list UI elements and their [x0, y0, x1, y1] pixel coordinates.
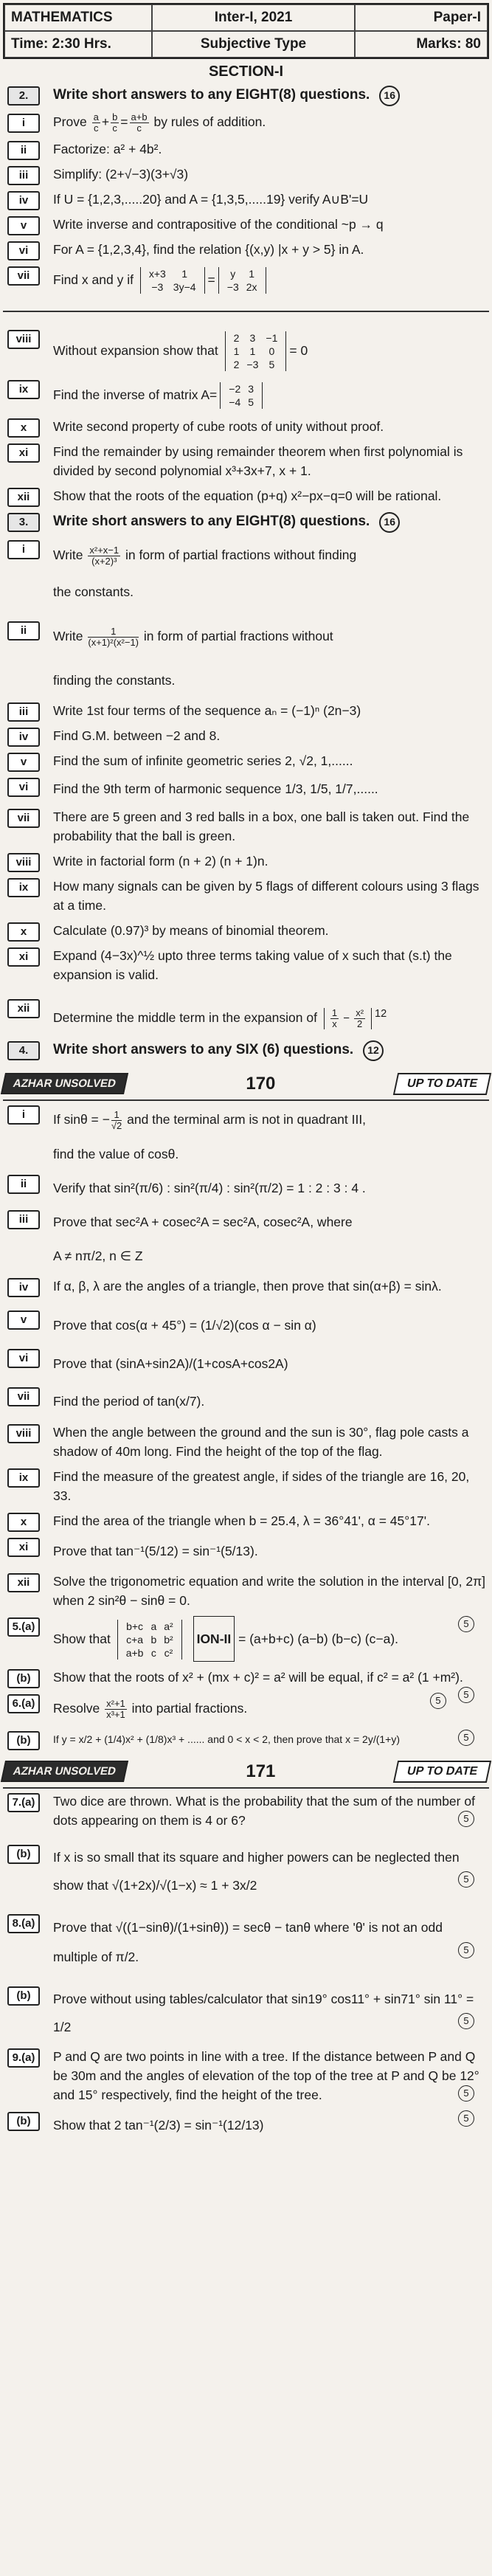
- q2-number: 2.: [7, 86, 40, 106]
- marks-cell: Marks: 80: [355, 31, 488, 58]
- exam-header: [3, 3, 489, 59]
- q3-item: xii Determine the middle term in the expansion of $\frac{1}{x}$ − $\frac{\text{x²}}{2}$ $^{12}$: [0, 995, 492, 1037]
- q3-item: xi Expand (4−3x)^½ upto three terms taking value of x such that (s.t) the expansion is valid.: [0, 943, 492, 987]
- q4-item: ii Verify that sin²(π/6) : sin²(π/4) : sin²(π/2) = 1 : 2 : 3 : 4 .: [0, 1170, 492, 1206]
- q5b: (b) Show that the roots of x² + (mx + c)² = a² will be equal, if c² = a² (1 +m²). 5: [0, 1665, 492, 1690]
- type-cell: Subjective Type: [152, 31, 355, 58]
- q2-item: iv If U = {1,2,3,.....20} and A = {1,3,5,.....19} verify A∪B'=U: [0, 187, 492, 212]
- q4-item: xii Solve the trigonometric equation and write the solution in the interval [0, 2π] when 2 sin²θ − sinθ = 0.: [0, 1569, 492, 1613]
- q2-item: xi Find the remainder by using remainder theorem when first polynomial is divided by second polynomial x³+3x+7, x + 1.: [0, 439, 492, 483]
- q3-heading: 3. Write short answers to any EIGHT(8) questions. 16: [0, 508, 492, 536]
- q6b: (b) If y = x/2 + (1/4)x² + (1/8)x³ + ...... and 0 < x < 2, then prove that x = 2y/(1+y) 5: [0, 1727, 492, 1752]
- page-strip: [3, 1071, 489, 1097]
- matrix: y 1 −3 2x: [218, 267, 266, 294]
- publisher-tag: AZHAR UNSOLVED: [1, 1073, 128, 1094]
- page-number: 170: [246, 1073, 276, 1094]
- q9a: 9.(a) P and Q are two points in line with a tree. If the distance between P and Q be 30m and the angles of elevation of the top of the tree at P and Q be 12° and 15° respectively, find the height of the tree. 5: [0, 2044, 492, 2107]
- q3-item: vii There are 5 green and 3 red balls in a box, one ball is taken out. Find the probability that the ball is green.: [0, 804, 492, 849]
- q3-item: x Calculate (0.97)³ by means of binomial theorem.: [0, 918, 492, 943]
- q2-item: viii Without expansion show that 2 3 −1 1 1 0 2 −3 5 = 0: [0, 325, 492, 376]
- marks-circle: 5: [458, 1616, 474, 1632]
- q4-item: v Prove that cos(α + 45°) = (1/√2)(cos α − sin α): [0, 1306, 492, 1344]
- q3-item: iii Write 1st four terms of the sequence aₙ = (−1)ⁿ (2n−3): [0, 698, 492, 723]
- q2-item: i Prove $\frac{a}{c}$ + $\frac{b}{c}$ = $\frac{a+b}{c}$ by rules of addition.: [0, 109, 492, 137]
- q3-item: vi Find the 9th term of harmonic sequence 1/3, 1/5, 1/7,......: [0, 773, 492, 804]
- item-number: i: [7, 114, 40, 133]
- q2-item: ii Factorize: a² + 4b².: [0, 137, 492, 162]
- q2-item: ix Find the inverse of matrix A= −2 3 −4 5: [0, 376, 492, 414]
- matrix: −2 3 −4 5: [220, 382, 263, 409]
- q3-item: viii Write in factorial form (n + 2) (n + 1)n.: [0, 849, 492, 874]
- q8a: 8.(a) Prove that √((1−sinθ)/(1+sinθ)) = secθ − tanθ where 'θ' is not an odd multiple of π/2. 5: [0, 1910, 492, 1975]
- section-1-title: SECTION-I: [208, 63, 284, 80]
- q4-item: vii Find the period of tan(x/7).: [0, 1383, 492, 1420]
- q4-heading: 4. Write short answers to any SIX (6) questions. 12: [0, 1037, 492, 1064]
- q8b: (b) Prove without using tables/calculator that sin19° cos11° + sin71° sin 11° = 1/2 5: [0, 1982, 492, 2044]
- time-cell: Time: 2:30 Hrs.: [4, 31, 152, 58]
- q2-marks: 16: [379, 86, 400, 106]
- exam-page: MATHEMATICS Inter-I, 2021 Paper-I Time: 2:30 Hrs. Subjective Type Marks: 80 SECTION-I 2. Write short answers to any EIGHT(8) questions. 16 i Prove $\frac{a}{c}$ + $\frac{b}{c}$ = $\frac{a+b}{c}$ by rules of addition. ii Factorize: a² + 4b². iii Simplify: (2+√−3)(3+√3) iv If U = {1,2,3,.....20} and A = {1,3,5,.....19} verify A∪B'=U v Write inverse and contrapositive of the conditional ~p → q vi For A = {1,2,3,4}, find the relation {(x,y) |x + y > 5} in A. vii Find x and y if x+3 1 −3 3y−4 = y 1 −3 2x viii Without expansion show that 2 3 −1 1 1 0 2 −3 5 = 0 ix Find the inverse of matrix A= −2 3 −4 5 x Write second property of cube roots of unity without proof. xi Find the remainder by using remainder theorem when first polynomial is divided by second polynomial x³+3x+7, x + 1. xii Show that the roots of the equation (p+q) x²−px−q=0 will be rational. 3. Write short answers to any EIGHT(8) questions. 16 i Write $\frac{\text{x²+x−1}}{\text{(x+2)³}}$ in form of partial fractions without finding the constants. ii Write $\frac{1}{\text{(x+1)²(x²−1)}}$ in form of partial fractions without finding the constants. iii Write 1st four terms of the sequence aₙ = (−1)ⁿ (2n−3) iv Find G.M. between −2 and 8. v Find the sum of infinite geometric series 2, √2, 1,...... vi Find the 9th term of harmonic sequence 1/3, 1/5, 1/7,...... vii There are 5 green and 3 red balls in a box, one ball is taken out. Find the probability that the ball is green. viii Write in factorial form (n + 2) (n + 1)n. ix How many signals can be given by 5 flags of different colours using 3 flags at a time. x Calculate (0.97)³ by means of binomial theorem. xi Expand (4−3x)^½ upto three terms taking value of x such that (s.t) the expansion is valid. xii Determine the middle term in the expansion of $\frac{1}{x}$ − $\frac{\text{x²}}{2}$ $^{12}$ 4. Write short answers to any SIX (6) questions. 12 AZHAR UNSOLVED 170 UP TO DATE i If sinθ = − $\frac{1}{√2}$ and the terminal arm is not in quadrant III, find the value of cosθ. ii Verify that sin²(π/6) : sin²(π/4) : sin²(π/2) = 1 : 2 : 3 : 4 . iii Prove that sec²A + cosec²A = sec²A, cosec²A, where A ≠ nπ/2, n ∈ Z iv If α, β, λ are the angles of a triangle, then prove that sin(α+β) = sinλ. v Prove that cos(α + 45°) = (1/√2)(cos α − sin α) vi Prove that (sinA+sin2A)/(1+cosA+cos2A) vii Find the period of tan(x/7). viii When the angle between the ground and the sun is 30°, flag pole casts a shadow of 40m long. Find the height of the top of the flag. ix Find the measure of the greatest angle, if sides of the triangle are 16, 20, 33. x Find the area of the triangle when b = 25.4, λ = 36°41', α = 45°17'. xi Prove that tan⁻¹(5/12) = sin⁻¹(5/13). xii Solve the trigonometric equation and write the solution in the interval [0, 2π] when 2 sin²θ − sinθ = 0. 5.(a) Show that b+c a a² c+a b b² a+b c c² ION-II = (a+b+c) (a−b) (b−c) (c−a). 5 (b) Show that the roots of x² + (mx + c)² = a² will be equal, if c² = a² (1 +m²). 5 6.(a) Resolve $\frac{\text{x²+1}}{\text{x³+1}}$ into partial fractions. 5 (b) If y = x/2 + (1/4)x² + (1/8)x³ + ...... and 0 < x < 2, then prove that x = 2y/(1+y) 5 AZHAR UNSOLVED 171 UP TO DATE 7.(a) Two dice are thrown. What is the probability that the sum of the number of dots appearing on them is 4 or 6? 5 (b) If x is so small that its square and higher powers can be neglected then show that √(1+2x)/√(1−x) ≈ 1 + 3x/2 5 8.(a) Prove that √((1−sinθ)/(1+sinθ)) = secθ − tanθ where 'θ' is not an odd multiple of π/2. 5 (b) Prove without using tables/calculator that sin19° cos11° + sin71° sin 11° = 1/2 5 9.(a) P and Q are two points in line with a tree. If the distance between P and Q be 30m and the angles of elevation of the top of the tree at P and Q be 12° and 15° respectively, find the height of the tree. 5 (b) Show that 2 tan⁻¹(2/3) = sin⁻¹(12/13) 5: [0, 0, 492, 2576]
- section-2-label: ION-II: [193, 1616, 235, 1662]
- determinant: 2 3 −1 1 1 0 2 −3 5: [225, 331, 287, 371]
- q3-item: ii Write $\frac{1}{\text{(x+1)²(x²−1)}}$ in form of partial fractions without: [0, 617, 492, 655]
- q3-item: iv Find G.M. between −2 and 8.: [0, 723, 492, 748]
- q2-instruction: Write short answers to any EIGHT(8) questions.: [53, 87, 370, 103]
- q2-item: x Write second property of cube roots of unity without proof.: [0, 414, 492, 439]
- q4-item: viii When the angle between the ground and the sun is 30°, flag pole casts a shadow of 40m long. Find the height of the top of the flag.: [0, 1420, 492, 1464]
- q4-item: x Find the area of the triangle when b = 25.4, λ = 36°41', α = 45°17'.: [0, 1508, 492, 1533]
- q4-item: iv If α, β, λ are the angles of a triangle, then prove that sin(α+β) = sinλ.: [0, 1274, 492, 1299]
- q2-item: vi For A = {1,2,3,4}, find the relation {(x,y) |x + y > 5} in A.: [0, 237, 492, 262]
- subject-cell: MATHEMATICS: [4, 4, 152, 31]
- q4-item: ix Find the measure of the greatest angle, if sides of the triangle are 16, 20, 33.: [0, 1464, 492, 1508]
- q2-item: xii Show that the roots of the equation (p+q) x²−px−q=0 will be rational.: [0, 483, 492, 508]
- paper-cell: Paper-I: [355, 4, 488, 31]
- q7a: 7.(a) Two dice are thrown. What is the probability that the sum of the number of dots appearing on them is 4 or 6? 5: [0, 1789, 492, 1833]
- q5a: 5.(a) Show that b+c a a² c+a b b² a+b c c² ION-II = (a+b+c) (a−b) (b−c) (c−a). 5: [0, 1613, 492, 1665]
- q2-heading: [0, 82, 492, 109]
- edition-tag: UP TO DATE: [393, 1073, 492, 1095]
- q3-item: v Find the sum of infinite geometric series 2, √2, 1,......: [0, 748, 492, 773]
- matrix: x+3 1 −3 3y−4: [140, 267, 205, 294]
- q6a: 6.(a) Resolve $\frac{\text{x²+1}}{\text{x³+1}}$ into partial fractions. 5: [0, 1690, 492, 1727]
- q2-item: iii Simplify: (2+√−3)(3+√3): [0, 162, 492, 187]
- q4-item: iii Prove that sec²A + cosec²A = sec²A, cosec²A, where: [0, 1206, 492, 1238]
- page-strip: AZHAR UNSOLVED 171 UP TO DATE: [3, 1759, 489, 1784]
- q4-item: i If sinθ = − $\frac{1}{√2}$ and the terminal arm is not in quadrant III,: [0, 1101, 492, 1138]
- q9b: (b) Show that 2 tan⁻¹(2/3) = sin⁻¹(12/13) 5: [0, 2107, 492, 2143]
- q2-item: v Write inverse and contrapositive of the conditional ~p → q: [0, 212, 492, 237]
- q4-item: vi Prove that (sinA+sin2A)/(1+cosA+cos2A): [0, 1344, 492, 1383]
- q2-item: vii Find x and y if x+3 1 −3 3y−4 = y 1 −3 2x: [0, 262, 492, 297]
- q7b: (b) If x is so small that its square and higher powers can be neglected then show that √(1+2x)/√(1−x) ≈ 1 + 3x/2 5: [0, 1840, 492, 1902]
- q3-item: i Write $\frac{\text{x²+x−1}}{\text{(x+2)³}}$ in form of partial fractions without finding: [0, 536, 492, 574]
- class-cell: Inter-I, 2021: [152, 4, 355, 31]
- q3-item: ix How many signals can be given by 5 flags of different colours using 3 flags at a time.: [0, 874, 492, 918]
- fraction: $\frac{a}{c}$: [93, 111, 99, 134]
- determinant: b+c a a² c+a b b² a+b c c²: [117, 1620, 182, 1660]
- q4-item: xi Prove that tan⁻¹(5/12) = sin⁻¹(5/13).: [0, 1533, 492, 1569]
